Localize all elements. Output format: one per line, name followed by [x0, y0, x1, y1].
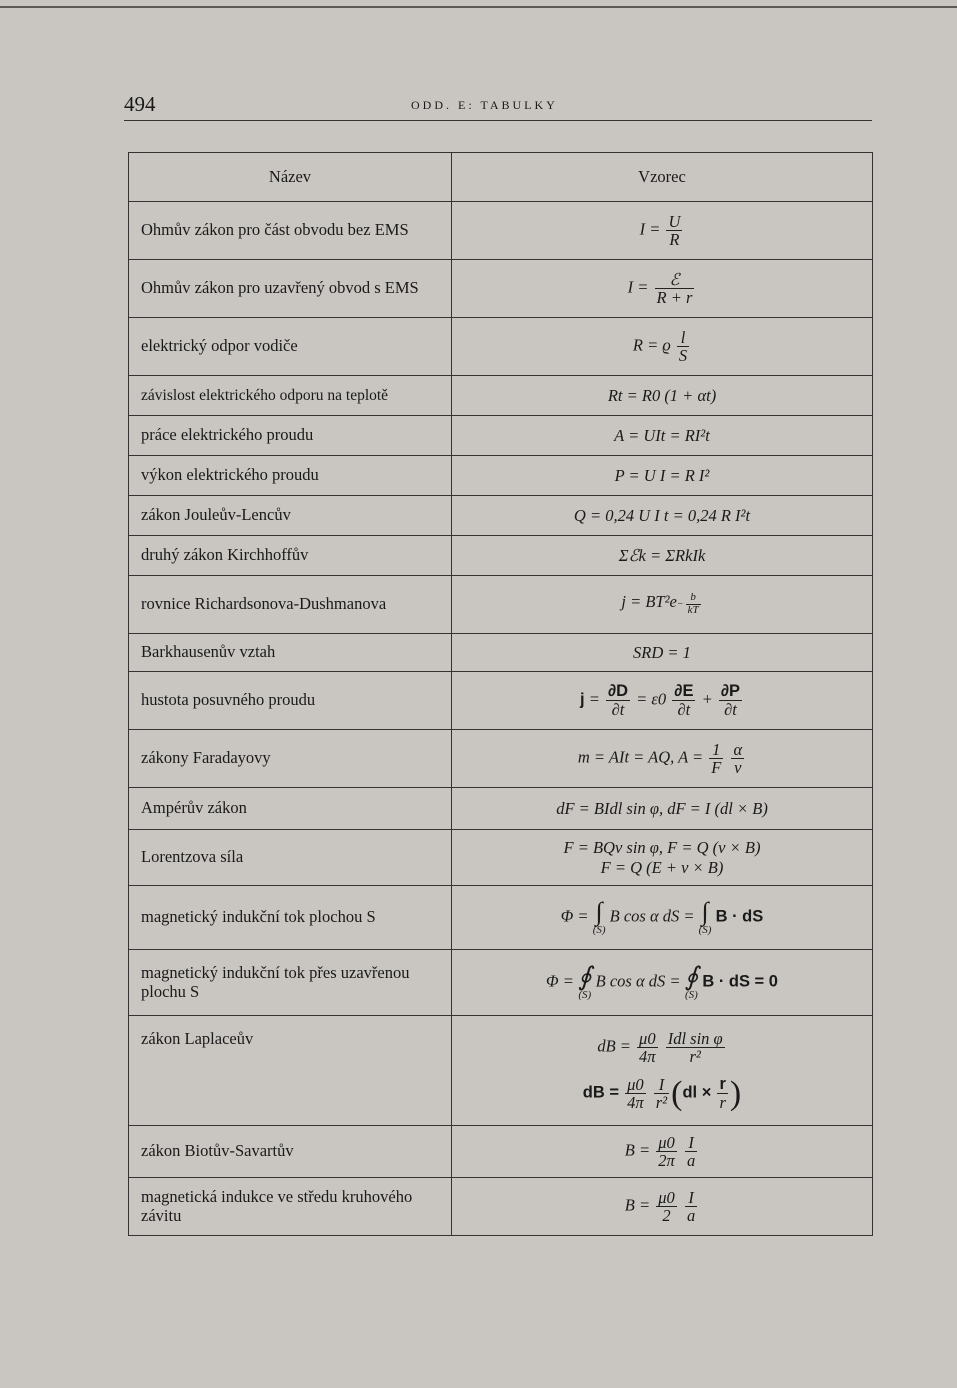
row-formula: Φ = ∮ (S) B cos α dS = ∮ (S) B · dS = 0 [452, 950, 873, 1016]
table-row [129, 456, 873, 496]
contour-integral-sign: ∮ (S) [684, 962, 699, 1001]
table-row [129, 576, 873, 634]
running-head: ODD. E: TABULKY [411, 98, 558, 112]
table-row [129, 1126, 873, 1178]
row-name: druhý zákon Kirchhoffův [129, 536, 452, 576]
row-formula: B = $\frac{\mu 0}{2}$ $\frac{I}{a}$ [452, 1178, 873, 1236]
row-name: zákony Faradayovy [129, 730, 452, 788]
row-name: hustota posuvného proudu [129, 672, 452, 730]
integral-sign: ∫ (S) [592, 897, 606, 936]
table-row [129, 376, 873, 416]
row-name: magnetická indukce ve středu kruhového závitu [129, 1178, 452, 1236]
row-formula: Φ = ∫ (S) B cos α dS = ∫ (S) B · dS [452, 886, 873, 950]
scan-edge-line [0, 6, 957, 8]
row-formula: P = U I = R I² [452, 456, 873, 496]
table-row [129, 202, 873, 260]
table-row [129, 672, 873, 730]
row-name: elektrický odpor vodiče [129, 318, 452, 376]
row-name: výkon elektrického proudu [129, 456, 452, 496]
row-name: práce elektrického proudu [129, 416, 452, 456]
table-row [129, 318, 873, 376]
row-formula: SRD = 1 [452, 634, 873, 672]
row-name: Ohmův zákon pro část obvodu bez EMS [129, 202, 452, 260]
formula-table [128, 152, 873, 1236]
table-row [129, 1178, 873, 1236]
contour-integral-sign: ∮ (S) [577, 962, 592, 1001]
row-name: Ohmův zákon pro uzavřený obvod s EMS [129, 260, 452, 318]
row-formula: R = ϱ $\frac{l}{S}$ [452, 318, 873, 376]
row-name: Lorentzova síla [129, 830, 452, 886]
row-formula: I = $\frac{U}{R}$ [452, 202, 873, 260]
row-name: rovnice Richardsonova-Dushmanova [129, 576, 452, 634]
page-header [124, 92, 872, 121]
table-row [129, 830, 873, 886]
row-name: zákon Laplaceův [129, 1016, 452, 1126]
row-formula: Σℰk = ΣRkIk [452, 536, 873, 576]
table-row [129, 536, 873, 576]
row-formula: Rt = R0 (1 + αt) [452, 376, 873, 416]
row-name: závislost elektrického odporu na teplotě [129, 376, 452, 416]
page-number: 494 [124, 92, 156, 116]
row-formula: dF = BIdl sin φ, dF = I (dl × B) [452, 788, 873, 830]
column-header-formula: Vzorec [452, 153, 873, 202]
row-formula: dB = $\frac{\mu 0}{4\pi}$ $\frac{\text{Idl sin φ}}{\text{r²}}$ dB = $\frac{\mu 0}{4\pi}$ $\frac{I}{\text{r²}}$ (dl × $\frac{r}{r}$ ) [452, 1016, 873, 1126]
table-row [129, 730, 873, 788]
table-row [129, 260, 873, 318]
table-header-row [129, 153, 873, 202]
row-name: zákon Biotův-Savartův [129, 1126, 452, 1178]
table-row [129, 950, 873, 1016]
table-row [129, 634, 873, 672]
table-row [129, 416, 873, 456]
row-name: magnetický indukční tok přes uzavřenou plochu S [129, 950, 452, 1016]
table-row [129, 1016, 873, 1126]
row-formula: j = $\frac{\partial D}{\partial t}$ = ε0 $\frac{\partial E}{\partial t}$ + $\frac{\partial P}{\partial t}$ [452, 672, 873, 730]
row-formula: Q = 0,24 U I t = 0,24 R I²t [452, 496, 873, 536]
row-name: zákon Jouleův-Lencův [129, 496, 452, 536]
row-formula: F = BQv sin φ, F = Q (v × B) F = Q (E + v × B) [452, 830, 873, 886]
row-formula: B = $\frac{\mu 0}{2\pi}$ $\frac{I}{a}$ [452, 1126, 873, 1178]
row-name: Ampérův zákon [129, 788, 452, 830]
row-formula: m = AIt = AQ, A = $\frac{1}{F}$ $\frac{\alpha}{v}$ [452, 730, 873, 788]
table-row [129, 788, 873, 830]
integral-sign: ∫ (S) [698, 897, 712, 936]
row-name: Barkhausenův vztah [129, 634, 452, 672]
table-row [129, 496, 873, 536]
row-formula: A = UIt = RI²t [452, 416, 873, 456]
row-formula: $j = BT^2e^{- \frac{b}{kT}}$ [452, 576, 873, 634]
row-formula: I = $\frac{\text{ℰ}}{R + r}$ [452, 260, 873, 318]
table-row [129, 886, 873, 950]
row-name: magnetický indukční tok plochou S [129, 886, 452, 950]
column-header-name: Název [129, 153, 452, 202]
